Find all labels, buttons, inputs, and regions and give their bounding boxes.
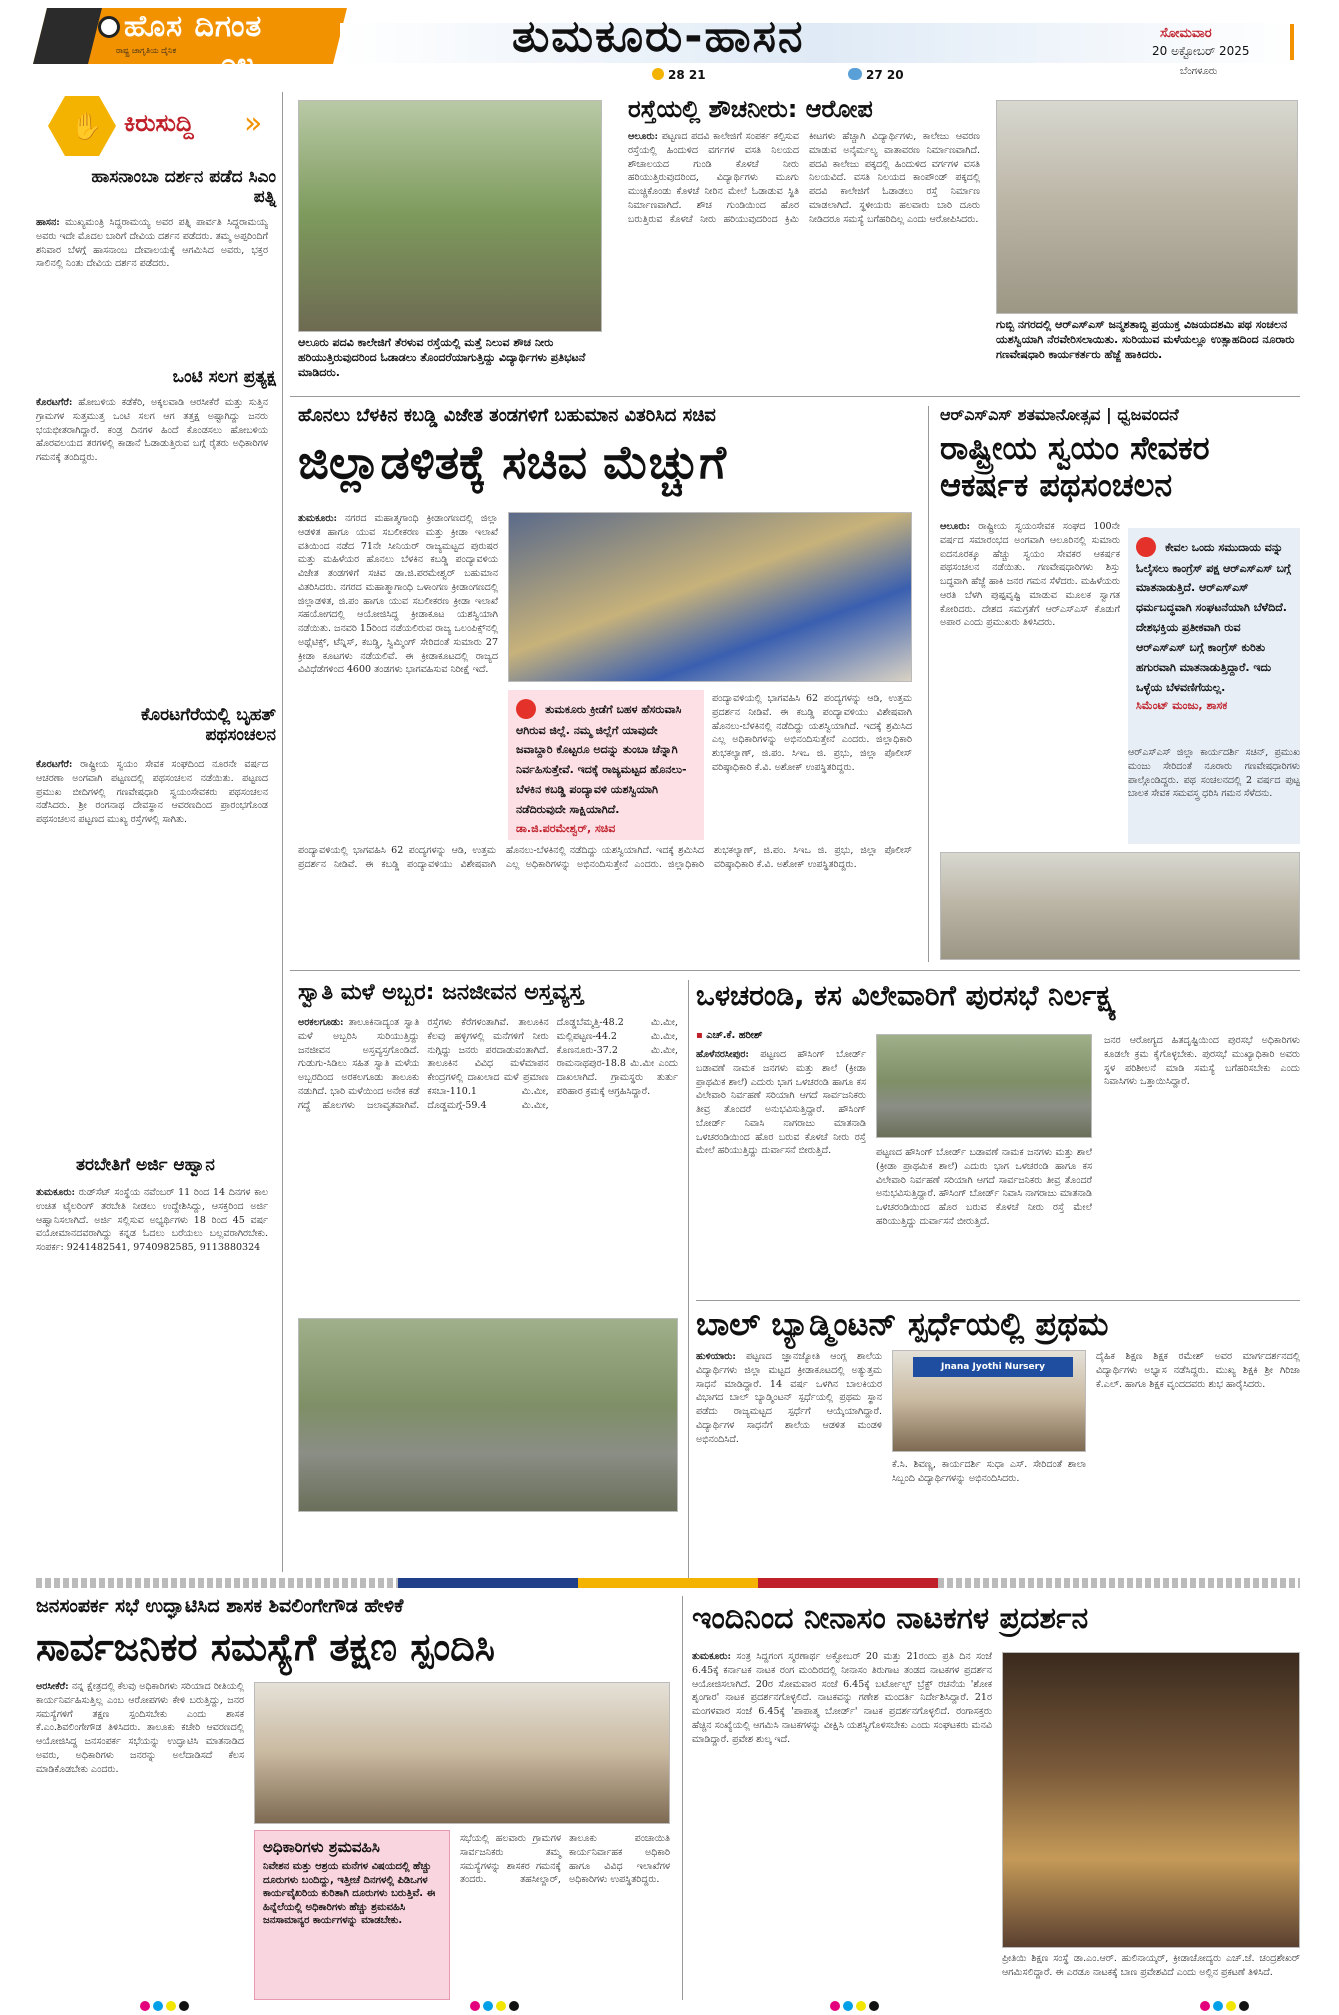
story-kicker: ಜನಸಂಪರ್ಕ ಸಭೆ ಉದ್ಘಾಟಿಸಿದ ಶಾಸಕ ಶಿವಲಿಂಗೇಗೌಡ ಹೇಳಿಕೆ	[36, 1595, 404, 1617]
section-divider	[696, 1300, 1300, 1301]
story-kicker: ಆರ್‌ಎಸ್‌ಎಸ್ ಶತಮಾನೋತ್ಸವ | ಧ್ವಜವಂದನೆ	[940, 405, 1179, 424]
story-text-continued: ರಂಗಾಸಕ್ತರು ಹೆಚ್ಚಿನ ಸಂಖ್ಯೆಯಲ್ಲಿ ಆಗಮಿಸಿ ನಾಟಕಗಳನ್ನು ವೀಕ್ಷಿಸಿ ಯಶಸ್ವಿಗೊಳಿಸಬೇಕು ಎಂದು ಸಂಘಟಕರು ಮನವಿ ಮಾಡಿದ್ದಾರೆ. ಪ್ರವೇಶ ಶುಲ್ಕ ಇದೆ.	[692, 1706, 992, 1745]
story-body	[298, 512, 498, 834]
story-body	[298, 1016, 678, 1316]
sidebar-item-head: ಒಂಟಿ ಸಲಗ ಪ್ರತ್ಯಕ್ಷ	[172, 367, 276, 387]
dateline: ಅರಸೀಕೆರೆ:	[36, 1681, 69, 1692]
story-byline	[696, 1030, 866, 1041]
story-headline: ಇಂದಿನಿಂದ ನೀನಾಸಂ ನಾಟಕಗಳ ಪ್ರದರ್ಶನ	[692, 1601, 1089, 1636]
page-number: ೦೪	[220, 47, 254, 82]
story-text: ಪಟ್ಟಣದ ಪದವಿ ಕಾಲೇಜಿಗೆ ಸಂಪರ್ಕ ಕಲ್ಪಿಸುವ ರಸ್ತೆಯಲ್ಲಿ ಹಿಂದುಳಿದ ವರ್ಗಗಳ ವಸತಿ ನಿಲಯದ ಶೌಚಾಲಯದ ಗುಂಡಿ ಕೊಳಚೆ ನೀರು ಹರಿಯುತ್ತಿರುವುದರಿಂದ, ವಿದ್ಯಾರ್ಥಿಗಳು ಮೂಗು ಮುಚ್ಚಿಕೊಂಡು ಕೊಳಚೆ ನೀರಿನ ಮೇಲೆ ಓಡಾಡುವ ಸ್ಥಿತಿ ನಿರ್ಮಾಣವಾಗಿದೆ. ಶೌಚ ಗುಂಡಿಯಿಂದ ಹೊರ ಬರುತ್ತಿರುವ ಕೊಳಚೆ ನೀರು ಹರಿಯುವುದರಿಂದ ಕ್ರಿಮಿ ಕೀಟಗಳು ಹೆಚ್ಚಾಗಿ ವಿದ್ಯಾರ್ಥಿಗಳು, ಕಾಲೇಜು ಆವರಣ ಮಾಡುವ ಅನೈರ್ಮಲ್ಯ ವಾತಾವರಣ ನಿರ್ಮಾಣವಾಗಿದೆ. ಪದವಿ ಕಾಲೇಜು ಪಕ್ಕದಲ್ಲಿ ಹಿಂದುಳಿದ ವರ್ಗಗಳ ವಸತಿ ನಿಲಯವಿದೆ. ವಸತಿ ನಿಲಯದ ಕಾಂಪೌಂಡ್ ಪಕ್ಕದಲ್ಲಿ ಪದವಿ ಕಾಲೇಜಿಗೆ ಓಡಾಡಲು ರಸ್ತೆ ನಿರ್ಮಾಣ ಮಾಡಲಾಗಿದೆ. ಸ್ಥಳೀಯರು ಹಲವಾರು ಬಾರಿ ದೂರು ನೀಡಿದರೂ ಸಮಸ್ಯೆ ಬಗೆಹರಿದಿಲ್ಲ ಎಂದು ಆರೋಪಿಸಿದರು.	[628, 131, 980, 225]
sidebar-item-head: ತರಬೇತಿಗೆ ಅರ್ಜಿ ಆಹ್ವಾನ	[76, 1155, 215, 1175]
drain-photo	[876, 1034, 1092, 1138]
dateline: ಕೊರಟಗೆರೆ:	[36, 397, 73, 408]
story-body-continued: ಜನರ ಆರೋಗ್ಯದ ಹಿತದೃಷ್ಟಿಯಿಂದ ಪುರಸಭೆ ಅಧಿಕಾರಿಗಳು ಕೂಡಲೇ ಕ್ರಮ ಕೈಗೊಳ್ಳಬೇಕು. ಪುರಸಭೆ ಮುಖ್ಯಾಧಿಕಾರಿ ಅವರು ಸ್ಥಳ ಪರಿಶೀಲನೆ ಮಾಡಿ ಸಮಸ್ಯೆ ಬಗೆಹರಿಸಬೇಕು ಎಂದು ನಿವಾಸಿಗಳು ಒತ್ತಾಯಿಸಿದ್ದಾರೆ.	[1104, 1035, 1300, 1088]
story-body	[36, 1680, 244, 2000]
dateline: ಅರಕಲಗೂಡು:	[298, 1017, 344, 1028]
school-banner: Jnana Jyothi Nursery	[913, 1357, 1073, 1377]
weather-sun-icon	[652, 68, 664, 80]
quote-author: ಡಾ.ಜಿ.ಪರಮೇಶ್ವರ್, ಸಚಿವ	[516, 821, 616, 835]
dateline: ಹುಳಿಯಾರು:	[696, 1351, 736, 1362]
column-divider	[688, 980, 689, 1580]
story-body-continued: ಆರ್‌ಎಸ್‌ಎಸ್ ಜಿಲ್ಲಾ ಕಾರ್ಯದರ್ಶಿ ಸಚಿನ್, ಪ್ರಮುಖ ಮಂಜು ಸೇರಿದಂತೆ ನೂರಾರು ಗಣವೇಷಧಾರಿಗಳು ಪಾಲ್ಗೊಂಡಿದ್ದರು. ಪಥ ಸಂಚಲನದಲ್ಲಿ 2 ವರ್ಷದ ಪುಟ್ಟ ಬಾಲಕ ಸೇವಕ ಸಮವಸ್ತ್ರ ಧರಿಸಿ ಗಮನ ಸೆಳೆದನು.	[1128, 747, 1300, 800]
photo-caption: ಗುಬ್ಬಿ ನಗರದಲ್ಲಿ ಆರ್‌ಎಸ್‌ಎಸ್ ಜನ್ಮಶತಾಬ್ದಿ ಪ್ರಯುಕ್ತ ವಿಜಯದಶಮಿ ಪಥ ಸಂಚಲನ ಯಶಸ್ವಿಯಾಗಿ ನೆರವೇರಿಸಲಾಯಿತು. ಸುರಿಯುವ ಮಳೆಯಲ್ಲೂ ಉತ್ಸಾಹದಿಂದ ನೂರಾರು ಗಣವೇಷಧಾರಿ ಕಾರ್ಯಕರ್ತರು ಹೆಜ್ಜೆ ಹಾಕಿದರು.	[996, 318, 1295, 361]
story-body-continued: ಪಂದ್ಯಾವಳಿಯಲ್ಲಿ ಭಾಗವಹಿಸಿ 62 ಪಂದ್ಯಗಳನ್ನು ಆಡಿ, ಉತ್ತಮ ಪ್ರದರ್ಶನ ನೀಡಿವೆ. ಈ ಕಬಡ್ಡಿ ಪಂದ್ಯಾವಳಿಯು ವಿಶೇಷವಾಗಿ ಹೊನಲು-ಬೆಳಕಿನಲ್ಲಿ ನಡೆದಿದ್ದು ಯಶಸ್ವಿಯಾಗಿದೆ. ಇದಕ್ಕೆ ಶ್ರಮಿಸಿದ ಎಲ್ಲ ಅಧಿಕಾರಿಗಳನ್ನು ಅಭಿನಂದಿಸುತ್ತೇನೆ ಎಂದರು. ಜಿಲ್ಲಾಧಿಕಾರಿ ಶುಭಕಲ್ಯಾಣ್, ಜಿ.ಪಂ. ಸಿಇಒ ಜಿ. ಪ್ರಭು, ಜಿಲ್ಲಾ ಪೊಲೀಸ್ ವರಿಷ್ಠಾಧಿಕಾರಿ ಕೆ.ವಿ. ಅಶೋಕ್ ಉಪಸ್ಥಿತರಿದ್ದರು.	[298, 845, 912, 870]
color-strip	[36, 1578, 1300, 1588]
registration-marks	[1200, 1996, 1252, 2015]
registration-marks	[830, 1996, 882, 2015]
byline-marker: ▪	[696, 1030, 703, 1041]
brand-name: ಹೊಸ ದಿಗಂತ	[124, 9, 263, 44]
story-text: ತಾಲೂಕಿನಾದ್ಯಂತ ಸ್ವಾತಿ ಮಳೆ ಅಬ್ಬರಿಸಿ ಸುರಿಯುತ್ತಿದ್ದು ಜನಜೀವನ ಅಸ್ತವ್ಯಸ್ತಗೊಂಡಿದೆ. ಗುಡುಗು-ಸಿಡಿಲು ಸಹಿತ ಸ್ವಾತಿ ಮಳೆಯ ಅಬ್ಬರದಿಂದ ಅರಕಲಗೂಡು ತಾಲೂಕು ನಡುಗಿದೆ. ಭಾರಿ ಮಳೆಯಿಂದ ಅನೇಕ ಕಡೆ ಗದ್ದೆ ಹೊಲಗಳು ಜಲಾವೃತವಾಗಿವೆ. ರಸ್ತೆಗಳು ಕೆರೆಗಳಂತಾಗಿವೆ. ತಾಲೂಕಿನ ಕೆಲವು ಹಳ್ಳಿಗಳಲ್ಲಿ ಮನೆಗಳಿಗೆ ನೀರು ನುಗ್ಗಿದ್ದು ಜನರು ಪರದಾಡುವಂತಾಗಿದೆ.	[298, 1017, 549, 1111]
kabaddi-match-photo	[508, 512, 912, 682]
photo-caption: ಆಲೂರು ಪದವಿ ಕಾಲೇಜಿಗೆ ತೆರಳುವ ರಸ್ತೆಯಲ್ಲಿ ಮತ್ತೆ ನಿಲುವ ಶೌಚ ನೀರು ಹರಿಯುತ್ತಿರುವುದರಿಂದ ಓಡಾಡಲು ತೊಂದರೆಯಾಗುತ್ತಿದ್ದು ವಿದ್ಯಾರ್ಥಿಗಳು ಪ್ರತಿಭಟನೆ ಮಾಡಿದರು.	[298, 336, 586, 379]
drama-scene-photo	[1002, 1652, 1300, 1948]
brand-logo-icon	[98, 16, 120, 38]
sidebar-item-text: ರಾಷ್ಟ್ರೀಯ ಸ್ವಯಂ ಸೇವಕ ಸಂಘದಿಂದ ನೂರನೇ ವರ್ಷದ ಆಚರಣಾ ಅಂಗವಾಗಿ ಪಟ್ಟಣದಲ್ಲಿ ಪಥಸಂಚಲನ ನಡೆಯಿತು. ಪಟ್ಟಣದ ಪ್ರಮುಖ ಬೀದಿಗಳಲ್ಲಿ ಗಣವೇಷಧಾರಿ ಸ್ವಯಂಸೇವಕರು ಪಥಸಂಚಲನ ನಡೆಸಿದರು. ಶ್ರೀ ರಂಗನಾಥ ದೇವಸ್ಥಾನ ಆವರಣದಿಂದ ಪ್ರಾರಂಭಗೊಂಡ ಪಥಸಂಚಲನ ಪಟ್ಟಣದ ಮುಖ್ಯ ರಸ್ತೆಗಳಲ್ಲಿ ಸಾಗಿತು.	[36, 759, 268, 826]
story-headline: ಜಿಲ್ಲಾಡಳಿತಕ್ಕೆ ಸಚಿವ ಮೆಚ್ಚುಗೆ	[298, 435, 726, 489]
dateline: ತುಮಕೂರು:	[298, 513, 337, 524]
story-kicker: ಹೊನಲು ಬೆಳಕಿನ ಕಬಡ್ಡಿ ವಿಜೇತ ತಂಡಗಳಿಗೆ ಬಹುಮಾನ ವಿತರಿಸಿದ ಸಚಿವ	[298, 405, 716, 426]
weather-tumakuru: 28 21	[668, 68, 706, 82]
story-headline: ಸ್ವಾತಿ ಮಳೆ ಅಬ್ಬರ: ಜನಜೀವನ ಅಸ್ತವ್ಯಸ್ತ	[298, 980, 584, 1005]
sidebar-item-body	[36, 396, 268, 688]
story-headline: ಬಾಲ್ ಬ್ಯಾಡ್ಮಿಂಟನ್ ಸ್ಪರ್ಧೆಯಲ್ಲಿ ಪ್ರಥಮ	[696, 1305, 1109, 1343]
column-divider	[928, 406, 929, 962]
section-divider	[290, 970, 1300, 971]
photo-caption: ಕೆ.ಸಿ. ಶಿವಣ್ಣ, ಕಾರ್ಯದರ್ಶಿ ಸುಧಾ ಎಸ್. ಸೇರಿದಂತೆ ಶಾಲಾ ಸಿಬ್ಬಂದಿ ವಿದ್ಯಾರ್ಥಿಗಳನ್ನು ಅಭಿನಂದಿಸಿದರು.	[892, 1459, 1086, 1484]
story-body-continued: ಪಂದ್ಯಾವಳಿಯಲ್ಲಿ ಭಾಗವಹಿಸಿ 62 ಪಂದ್ಯಗಳನ್ನು ಆಡಿ, ಉತ್ತಮ ಪ್ರದರ್ಶನ ನೀಡಿವೆ. ಈ ಕಬಡ್ಡಿ ಪಂದ್ಯಾವಳಿಯು ವಿಶೇಷವಾಗಿ ಹೊನಲು-ಬೆಳಕಿನಲ್ಲಿ ನಡೆದಿದ್ದು ಯಶಸ್ವಿಯಾಗಿದೆ. ಇದಕ್ಕೆ ಶ್ರಮಿಸಿದ ಎಲ್ಲ ಅಧಿಕಾರಿಗಳನ್ನು ಅಭಿನಂದಿಸುತ್ತೇನೆ ಎಂದರು. ಜಿಲ್ಲಾಧಿಕಾರಿ ಶುಭಕಲ್ಯಾಣ್, ಜಿ.ಪಂ. ಸಿಇಒ ಜಿ. ಪ್ರಭು, ಜಿಲ್ಲಾ ಪೊಲೀಸ್ ವರಿಷ್ಠಾಧಿಕಾರಿ ಕೆ.ವಿ. ಅಶೋಕ್ ಉಪಸ್ಥಿತರಿದ್ದರು.	[712, 693, 912, 773]
date-label: 20 ಅಕ್ಟೋಬರ್ 2025	[1152, 44, 1250, 58]
dateline: ಆಲೂರು:	[940, 521, 971, 532]
registration-marks	[470, 1996, 522, 2015]
story-body	[696, 1048, 866, 1294]
story-body	[940, 520, 1120, 856]
dateline: ಹಾಸನ:	[36, 217, 60, 228]
sidebar-item-text: ರುಡ್‌ಸೆಟ್ ಸಂಸ್ಥೆಯ ನವೆಂಬರ್ 11 ರಿಂದ 14 ದಿನಗಳ ಕಾಲ ಉಚಿತ ಟೈಲರಿಂಗ್ ತರಬೇತಿ ನೀಡಲು ಉದ್ದೇಶಿಸಿದ್ದು, ಆಸಕ್ತರಿಂದ ಅರ್ಜಿ ಆಹ್ವಾನಿಸಲಾಗಿದೆ. ಅರ್ಜಿ ಸಲ್ಲಿಸುವ ಅಭ್ಯರ್ಥಿಗಳು 18 ರಿಂದ 45 ವರ್ಷ ವಯೋಮಾನದವರಾಗಿದ್ದು ಕನ್ನಡ ಓದಲು ಬರೆಯಲು ಬಲ್ಲವರಾಗಿರಬೇಕು. ಸಂಪರ್ಕ: 9241482541, 9740982585, 9113880324	[36, 1187, 268, 1254]
story-text: ನನ್ನ ಕ್ಷೇತ್ರದಲ್ಲಿ ಕೆಲವು ಅಧಿಕಾರಿಗಳು ಸರಿಯಾದ ರೀತಿಯಲ್ಲಿ ಕಾರ್ಯನಿರ್ವಹಿಸುತ್ತಿಲ್ಲ ಎಂಬ ಆರೋಪಗಳು ಕೇಳಿ ಬರುತ್ತಿದ್ದು, ಜನರ ಸಮಸ್ಯೆಗಳಿಗೆ ತಕ್ಷಣ ಸ್ಪಂದಿಸಬೇಕು ಎಂದು ಶಾಸಕ ಕೆ.ಎಂ.ಶಿವಲಿಂಗೇಗೌಡ ತಿಳಿಸಿದರು. ತಾಲೂಕು ಕಚೇರಿ ಆವರಣದಲ್ಲಿ ಆಯೋಜಿಸಿದ್ದ ಜನಸಂಪರ್ಕ ಸಭೆಯನ್ನು ಉದ್ಘಾಟಿಸಿ ಮಾತನಾಡಿದ ಅವರು, ಅಧಿಕಾರಿಗಳು ಜನರನ್ನು ಅಲೆದಾಡಿಸದೆ ಕೆಲಸ ಮಾಡಿಕೊಡಬೇಕು ಎಂದರು.	[36, 1681, 244, 1775]
sidebar-item-head: ಕೊರಟಗೆರೆಯಲ್ಲಿ ಬೃಹತ್ ಪಥಸಂಚಲನ	[140, 705, 276, 745]
quote-text: ಕೇವಲ ಒಂದು ಸಮುದಾಯ ವನ್ನು ಓಲೈಸಲು ಕಾಂಗ್ರೆಸ್ ಪಕ್ಷ ಆರ್‌ಎಸ್‌ಎಸ್ ಬಗ್ಗೆ ಮಾತನಾಡುತ್ತಿದೆ. ಆರ್‌ಎಸ್‌ಎಸ್ ಧರ್ಮಬದ್ಧವಾಗಿ ಸಂಘಟನೆಯಾಗಿ ಬೆಳೆದಿದೆ. ದೇಶಭಕ್ತಿಯ ಪ್ರತೀಕವಾಗಿ ರುವ ಆರ್‌ಎಸ್‌ಎಸ್ ಬಗ್ಗೆ ಕಾಂಗ್ರೆಸ್ ಕುರಿತು ಹಗುರವಾಗಿ ಮಾತನಾಡುತ್ತಿದ್ದಾರೆ. ಇದು ಒಳ್ಳೆಯ ಬೆಳವಣಿಗೆಯಲ್ಲ.	[1136, 541, 1291, 694]
story-body-continued: ದೈಹಿಕ ಶಿಕ್ಷಣ ಶಿಕ್ಷಕ ರಮೇಶ್ ಅವರ ಮಾರ್ಗದರ್ಶನದಲ್ಲಿ ವಿದ್ಯಾರ್ಥಿಗಳು ಅಭ್ಯಾಸ ನಡೆಸಿದ್ದರು. ಮುಖ್ಯ ಶಿಕ್ಷಕಿ ಶ್ರೀ ಗಿರಿಜಾ ಕೆ.ಎಲ್. ಹಾಗೂ ಶಿಕ್ಷಕ ವೃಂದದವರು ಶುಭ ಹಾರೈಸಿದರು.	[1096, 1351, 1300, 1390]
story-headline: ರಸ್ತೆಯಲ್ಲಿ ಶೌಚನೀರು: ಆರೋಪ	[628, 95, 873, 123]
dateline: ಕೊರಟಗೆರೆ:	[36, 759, 73, 770]
box-title: ಅಧಿಕಾರಿಗಳು ಶ್ರಮವಹಿಸಿ	[263, 1838, 380, 1856]
story-text-continued: ತಾಲೂಕಿನ ವಿವಿಧ ಮಳೆಮಾಪನ ಕೇಂದ್ರಗಳಲ್ಲಿ ದಾಖಲಾದ ಮಳೆ ಪ್ರಮಾಣ ಕಸಬಾ-110.1 ಮಿ.ಮೀ, ದೊಡ್ಡಮಗ್ಗೆ-59.4 ಮಿ.ಮೀ, ದೊಡ್ಡಬೆಮ್ಮತ್ತಿ-48.2 ಮಿ.ಮೀ, ಮಲ್ಲಿಪಟ್ಟಣ-44.2 ಮಿ.ಮೀ, ಕೊಣನೂರು-37.2 ಮಿ.ಮೀ, ರಾಮನಾಥಪುರ-18.8 ಮಿ.ಮೀ ಎಂದು ದಾಖಲಾಗಿದೆ. ಗ್ರಾಮಸ್ಥರು ತುರ್ತು ಪರಿಹಾರ ಕ್ರಮಕ್ಕೆ ಆಗ್ರಹಿಸಿದ್ದಾರೆ.	[427, 1017, 678, 1111]
officials-note-box	[254, 1830, 450, 2000]
school-students-photo	[892, 1350, 1086, 1452]
story-text: ರಾಷ್ಟ್ರೀಯ ಸ್ವಯಂಸೇವಕ ಸಂಘದ 100ನೇ ವರ್ಷದ ಸಮಾರಂಭದ ಅಂಗವಾಗಿ ಆಲೂರಿನಲ್ಲಿ ಸುಮಾರು ಐದನೂರಕ್ಕೂ ಹೆಚ್ಚು ಸ್ವಯಂ ಸೇವಕರ ಆಕರ್ಷಕ ಪಥಸಂಚಲನ ನಡೆಯಿತು. ಗಣವೇಷಧಾರಿಗಳು ಶಿಸ್ತು ಬದ್ಧವಾಗಿ ಹೆಜ್ಜೆ ಹಾಕಿ ಜನರ ಗಮನ ಸೆಳೆದರು. ಮಹಿಳೆಯರು ಆರತಿ ಬೆಳಗಿ ಪುಷ್ಪವೃಷ್ಟಿ ಮಾಡುವ ಮೂಲಕ ಸ್ವಾಗತ ಕೋರಿದರು. ದೇಶದ ಸಮಗ್ರತೆಗೆ ಆರ್‌ಎಸ್‌ಎಸ್ ಕೊಡುಗೆ ಅಪಾರ ಎಂದು ಪ್ರಮುಖರು ತಿಳಿಸಿದರು.	[940, 521, 1120, 629]
meeting-inauguration-photo	[254, 1682, 670, 1824]
quote-author: ಸಿಮೆಂಟ್ ಮಂಜು, ಶಾಸಕ	[1136, 699, 1228, 713]
day-label: ಸೋಮವಾರ	[1160, 26, 1212, 41]
registration-marks	[140, 1996, 192, 2015]
section-divider	[290, 396, 1300, 397]
photo-caption: ಪ್ರೀತಿಯಿ ಶಿಕ್ಷಣ ಸಂಸ್ಥೆ ಡಾ.ಎಂ.ಆರ್. ಹುಲಿನಾಯ್ಕರ್, ಕ್ರೀಡಾಚೋದ್ಯರು ಎಚ್.ಜೆ. ಚಂದ್ರಶೇಖರ್ ಆಗಮಿಸಲಿದ್ದಾರೆ. ಈ ಎರಡೂ ನಾಟಕಕ್ಕೆ ಬಾಣ ಪ್ರವೇಶವಿದೆ ಎಂದು ಅಲ್ಲಿನ ಪ್ರಕಟಣೆ ತಿಳಿಸಿದೆ.	[1002, 1953, 1300, 1978]
edition-title: ತುಮಕೂರು-ಹಾಸನ	[512, 11, 805, 62]
story-text: ಪಟ್ಟಣದ ಹೌಸಿಂಗ್ ಬೋರ್ಡ್ ಬಡಾವಣೆ ನಾಮಕ ಜನಗಳು ಮತ್ತು ಶಾಲೆ (ಕ್ರೀಡಾ ಪ್ರಾಥಮಿಕ ಶಾಲೆ) ಎದುರು ಭಾಗ ಒಳಚರಂಡಿ ಹಾಗೂ ಕಸ ವಿಲೇವಾರಿ ನಿರ್ವಹಣೆ ಸರಿಯಾಗಿ ಆಗದೆ ಸಾರ್ವಜನಿಕರು ತೀವ್ರ ತೊಂದರೆ ಅನುಭವಿಸುತ್ತಿದ್ದಾರೆ. ಹೌಸಿಂಗ್ ಬೋರ್ಡ್ ನಿವಾಸಿ ನಾಗರಾಜು ಮಾತನಾಡಿ ಒಳಚರಂಡಿಯಿಂದ ಹೊರ ಬರುವ ಕೊಳಚೆ ನೀರು ರಸ್ತೆ ಮೇಲೆ ಹರಿಯುತ್ತಿದ್ದು ದುರ್ವಾಸನೆ ಬೀರುತ್ತಿದೆ.	[696, 1049, 866, 1157]
column-divider	[682, 1596, 683, 2000]
dateline: ಆಲೂರು:	[628, 131, 659, 142]
story-headline: ಸಾರ್ವಜನಿಕರ ಸಮಸ್ಯೆಗೆ ತಕ್ಷಣ ಸ್ಪಂದಿಸಿ	[36, 1625, 495, 1669]
quote-text: ತುಮಕೂರು ಕ್ರೀಡೆಗೆ ಬಹಳ ಹೆಸರುವಾಸಿ ಆಗಿರುವ ಜಿಲ್ಲೆ. ನಮ್ಮ ಜಿಲ್ಲೆಗೆ ಯಾವುದೇ ಜವಾಬ್ದಾರಿ ಕೊಟ್ಟರೂ ಅದನ್ನು ತುಂಬಾ ಚೆನ್ನಾಗಿ ನಿರ್ವಹಿಸುತ್ತೇವೆ. ಇದಕ್ಕೆ ರಾಜ್ಯಮಟ್ಟದ ಹೊನಲು-ಬೆಳಕಿನ ಕಬಡ್ಡಿ ಪಂದ್ಯಾವಳಿ ಯಶಸ್ವಿಯಾಗಿ ನಡೆದಿರುವುದೇ ಸಾಕ್ಷಿಯಾಗಿದೆ.	[516, 703, 687, 816]
story-body	[628, 130, 980, 382]
dateline: ತುಮಕೂರು:	[36, 1187, 75, 1198]
weather-hassan: 27 20	[866, 68, 904, 82]
sidebar	[36, 92, 276, 1572]
byline-name: ಎಚ್.ಕೆ. ಹರೀಶ್	[706, 1030, 763, 1041]
sidebar-title-chevrons: »	[244, 106, 263, 141]
box-text: ನಿವೇಶನ ಮತ್ತು ಆಶ್ರಯ ಮನೆಗಳ ವಿಷಯದಲ್ಲಿ ಹೆಚ್ಚು ದೂರುಗಳು ಬಂದಿದ್ದು, ಇತ್ತೀಚೆ ದಿನಗಳಲ್ಲಿ ಪಿಡಿಒಗಳ ಕಾರ್ಯವೈಖರಿಯ ಕುರಿತಾಗಿ ದೂರುಗಳು ಬರುತ್ತಿವೆ. ಈ ಹಿನ್ನೆಲೆಯಲ್ಲಿ ಅಧಿಕಾರಿಗಳು ಹೆಚ್ಚು ಶ್ರಮವಹಿಸಿ ಜನಸಾಮಾನ್ಯರ ಕಾರ್ಯಗಳನ್ನು ಮಾಡಬೇಕು.	[263, 1861, 436, 1927]
flood-jcb-photo	[298, 1318, 678, 1512]
sidebar-title: ಕಿರುಸುದ್ದಿ	[124, 109, 194, 137]
sidebar-item-body	[36, 1186, 268, 1566]
story-body	[692, 1650, 992, 1950]
sidebar-item-text: ಹೋಬಳಿಯ ಕಡೆಕೆರಿ, ಅಕ್ಕಲವಾಡಿ ಆರಸೀಕೆರೆ ಮತ್ತು ಸುತ್ತಿನ ಗ್ರಾಮಗಳ ಸುತ್ತಮುತ್ತ ಒಂಟಿ ಸಲಗ ಆಗ ತತ್ತಕ್ಷ ಅಷ್ಟಾಗಿದ್ದು ಜನರು ಭಯಭೀತರಾಗಿದ್ದಾರೆ. ಕಂಡ್ರ ದಿನಗಳ ಹಿಂದೆ ಕೊಂಡಸಲು ಹೋಬಳಿಯ ಹೊರವಲಯದ ತರಗಳಲ್ಲಿ ಕಾಡಾನೆ ಓಡಾಡುತ್ತಿರುವ ಬಗ್ಗೆ ರೈತರು ಅಧಿಕಾರಿಗಳ ಗಮನಕ್ಕೆ ತಂದಿದ್ದರು.	[36, 397, 268, 464]
rss-march-photo	[996, 100, 1298, 314]
column-divider	[282, 92, 283, 1572]
story-text: ಸಂತ್ರ ಸಿದ್ದಗಂಗ ಸ್ಮರಣಾರ್ಥ ಅಕ್ಟೋಬರ್ 20 ಮತ್ತು 21ರಂದು ಪ್ರತಿ ದಿನ ಸಂಜೆ 6.45ಕ್ಕೆ ಕರ್ನಾಟಕ ನಾಟಕ ರಂಗ ಮಂದಿರದಲ್ಲಿ ನೀನಾಸಂ ತಿರುಗಾಟ ತಂಡದ ನಾಟಕಗಳ ಪ್ರದರ್ಶನ ಆಯೋಜಿಸಲಾಗಿದೆ. 20ರ ಸೋಮವಾರ ಸಂಜೆ 6.45ಕ್ಕೆ ಬರ್ಟೋಲ್ಟ್ ಬ್ರೆಕ್ಟ್ ರಚನೆಯ 'ಶೋಕ ಶೃಂಗಾರ' ನಾಟಕ ಪ್ರದರ್ಶನಗೊಳ್ಳಲಿದೆ. ನಾಟಕವನ್ನು ಗಣೇಶ ಮಂದರ್ತಿ ನಿರ್ದೇಶಿಸಿದ್ದಾರೆ. 21ರ ಮಂಗಳವಾರ ಸಂಜೆ 6.45ಕ್ಕೆ 'ಪಾಪಾತ್ಮ ಬೋರ್ಡ್' ನಾಟಕ ಪ್ರದರ್ಶನಗೊಳ್ಳಲಿದೆ.	[692, 1651, 992, 1718]
story-headline: ರಾಷ್ಟ್ರೀಯ ಸ್ವಯಂ ಸೇವಕರ ಆಕರ್ಷಕ ಪಥಸಂಚಲನ	[940, 429, 1210, 504]
quote-icon	[516, 699, 536, 719]
megaphone-icon: ✋	[70, 112, 103, 142]
masthead	[0, 0, 1339, 88]
dateline: ಹೊಳೆನರಸೀಪುರ:	[696, 1049, 749, 1060]
students-protest-photo	[298, 100, 602, 332]
city-label: ಬೆಂಗಳೂರು	[1180, 66, 1218, 77]
story-headline: ಒಳಚರಂಡಿ, ಕಸ ವಿಲೇವಾರಿಗೆ ಪುರಸಭೆ ನಿರ್ಲಕ್ಷ್ಯ	[696, 979, 1117, 1012]
weather-cloud-icon	[848, 68, 862, 80]
story-body	[696, 1350, 882, 1576]
masthead-accent-bar	[1290, 24, 1294, 60]
minister-quote-box	[508, 690, 704, 840]
rss-parade-photo	[940, 852, 1300, 960]
story-text: ಪಟ್ಟಣದ ಜ್ಞಾನಜ್ಯೋತಿ ಆಂಗ್ಲ ಶಾಲೆಯ ವಿದ್ಯಾರ್ಥಿಗಳು ಜಿಲ್ಲಾ ಮಟ್ಟದ ಕ್ರೀಡಾಕೂಟದಲ್ಲಿ ಅತ್ಯುತ್ತಮ ಸಾಧನೆ ಮಾಡಿದ್ದಾರೆ. 14 ವರ್ಷ ಒಳಗಿನ ಬಾಲಕಿಯರ ವಿಭಾಗದ ಬಾಲ್ ಬ್ಯಾಡ್ಮಿಂಟನ್ ಸ್ಪರ್ಧೆಯಲ್ಲಿ ಪ್ರಥಮ ಸ್ಥಾನ ಪಡೆದು ರಾಜ್ಯಮಟ್ಟದ ಸ್ಪರ್ಧೆಗೆ ಆಯ್ಕೆಯಾಗಿದ್ದಾರೆ. ವಿದ್ಯಾರ್ಥಿಗಳ ಸಾಧನೆಗೆ ಶಾಲೆಯ ಆಡಳಿತ ಮಂಡಳಿ ಅಭಿನಂದಿಸಿದೆ.	[696, 1351, 882, 1445]
quote-icon	[1136, 537, 1156, 557]
brand-tagline: ರಾಷ್ಟ್ರ ಜಾಗೃತಿಯ ದೈನಿಕ	[116, 46, 177, 55]
dateline: ತುಮಕೂರು:	[692, 1651, 731, 1662]
sidebar-item-text: ಮುಖ್ಯಮಂತ್ರಿ ಸಿದ್ದರಾಮಯ್ಯ ಅವರ ಪತ್ನಿ ಪಾರ್ವತಿ ಸಿದ್ದರಾಮಯ್ಯ ಅವರು ಇದೇ ಮೊದಲ ಬಾರಿಗೆ ದೇವಿಯ ದರ್ಶನ ಪಡೆದರು. ತಮ್ಮ ಅಪ್ಪರಿಂದಿಗೆ ಶನಿವಾರ ಬೆಳಗ್ಗೆ ಹಾಸನಾಂಬ ದೇವಾಲಯಕ್ಕೆ ಆಗಮಿಸಿದ ಅವರು, ಭಕ್ತರ ಸಾಲಿನಲ್ಲಿ ನಿಂತು ದೇವಿಯ ದರ್ಶನ ಪಡೆದರು.	[36, 217, 268, 270]
story-body-continued: ಸಭೆಯಲ್ಲಿ ಹಲವಾರು ಗ್ರಾಮಗಳ ಸಾರ್ವಜನಿಕರು ತಮ್ಮ ಸಮಸ್ಯೆಗಳನ್ನು ಶಾಸಕರ ಗಮನಕ್ಕೆ ತಂದರು. ತಹಸೀಲ್ದಾರ್, ತಾಲೂಕು ಪಂಚಾಯಿತಿ ಕಾರ್ಯನಿರ್ವಾಹಕ ಅಧಿಕಾರಿ ಹಾಗೂ ವಿವಿಧ ಇಲಾಖೆಗಳ ಅಧಿಕಾರಿಗಳು ಉಪಸ್ಥಿತರಿದ್ದರು.	[460, 1833, 670, 1886]
sidebar-item-head: ಹಾಸನಾಂಬಾ ದರ್ಶನ ಪಡೆದ ಸಿಎಂ ಪತ್ನಿ	[91, 167, 276, 207]
story-body-continued: ಪಟ್ಟಣದ ಹೌಸಿಂಗ್ ಬೋರ್ಡ್ ಬಡಾವಣೆ ನಾಮಕ ಜನಗಳು ಮತ್ತು ಶಾಲೆ (ಕ್ರೀಡಾ ಪ್ರಾಥಮಿಕ ಶಾಲೆ) ಎದುರು ಭಾಗ ಒಳಚರಂಡಿ ಹಾಗೂ ಕಸ ವಿಲೇವಾರಿ ನಿರ್ವಹಣೆ ಸರಿಯಾಗಿ ಆಗದೆ ಸಾರ್ವಜನಿಕರು ತೀವ್ರ ತೊಂದರೆ ಅನುಭವಿಸುತ್ತಿದ್ದಾರೆ. ಹೌಸಿಂಗ್ ಬೋರ್ಡ್ ನಿವಾಸಿ ನಾಗರಾಜು ಮಾತನಾಡಿ ಒಳಚರಂಡಿಯಿಂದ ಹೊರ ಬರುವ ಕೊಳಚೆ ನೀರು ರಸ್ತೆ ಮೇಲೆ ಹರಿಯುತ್ತಿದ್ದು ದುರ್ವಾಸನೆ ಬೀರುತ್ತಿದೆ.	[876, 1147, 1092, 1227]
story-text: ನಗರದ ಮಹಾತ್ಮಗಾಂಧಿ ಕ್ರೀಡಾಂಗಣದಲ್ಲಿ ಜಿಲ್ಲಾ ಆಡಳಿತ ಹಾಗೂ ಯುವ ಸಬಲೀಕರಣ ಮತ್ತು ಕ್ರೀಡಾ ಇಲಾಖೆ ವತಿಯಿಂದ ನಡೆದ 71ನೇ ಸೀನಿಯರ್ ರಾಜ್ಯಮಟ್ಟದ ಪುರುಷರ ಮತ್ತು ಮಹಿಳೆಯರ ಹೊನಲು ಬೆಳಕಿನ ಕಬಡ್ಡಿ ಪಂದ್ಯಾವಳಿಯ ವಿಜೇತ ತಂಡಗಳಿಗೆ ಸಚಿವ ಡಾ.ಜಿ.ಪರಮೇಶ್ವರ್ ಬಹುಮಾನ ವಿತರಿಸಿದರು. ನಗರದ ಮಹಾತ್ಮಾಗಾಂಧಿ ಒಳಾಂಗಣ ಕ್ರೀಡಾಂಗಣದಲ್ಲಿ ಜಿಲ್ಲಾಡಳಿತ, ಜಿ.ಪಂ ಹಾಗೂ ಯುವ ಸಬಲೀಕರಣ ಕ್ರೀಡಾ ಇಲಾಖೆ ಸಹಯೋಗದಲ್ಲಿ ಆಯೋಜಿಸಿದ್ದ ಕ್ರೀಡಾಕೂಟ ಯಶಸ್ವಿಯಾಗಿ ನಡೆಯಿತು. ಜನವರಿ 15ರಿಂದ ನಡೆಯಲಿರುವ ರಾಜ್ಯ ಒಲಂಪಿಕ್ಸ್‌ನಲ್ಲಿ ಅಥ್ಲೆಟಿಕ್ಸ್, ಟೆನ್ನಿಸ್, ಕಬಡ್ಡಿ, ಸ್ವಿಮ್ಮಿಂಗ್ ಸೇರಿದಂತೆ ಸುಮಾರು 27 ಕ್ರೀಡಾ ಕೂಟಗಳು ನಡೆಯಲಿವೆ. ಈ ಕ್ರೀಡಾಕೂಟದಲ್ಲಿ ರಾಜ್ಯದ ವಿವಿಧೆಡೆಗಳಿಂದ 4600 ತಂಡಗಳು ಭಾಗವಹಿಸುವ ನಿರೀಕ್ಷೆ ಇದೆ.	[298, 513, 498, 676]
